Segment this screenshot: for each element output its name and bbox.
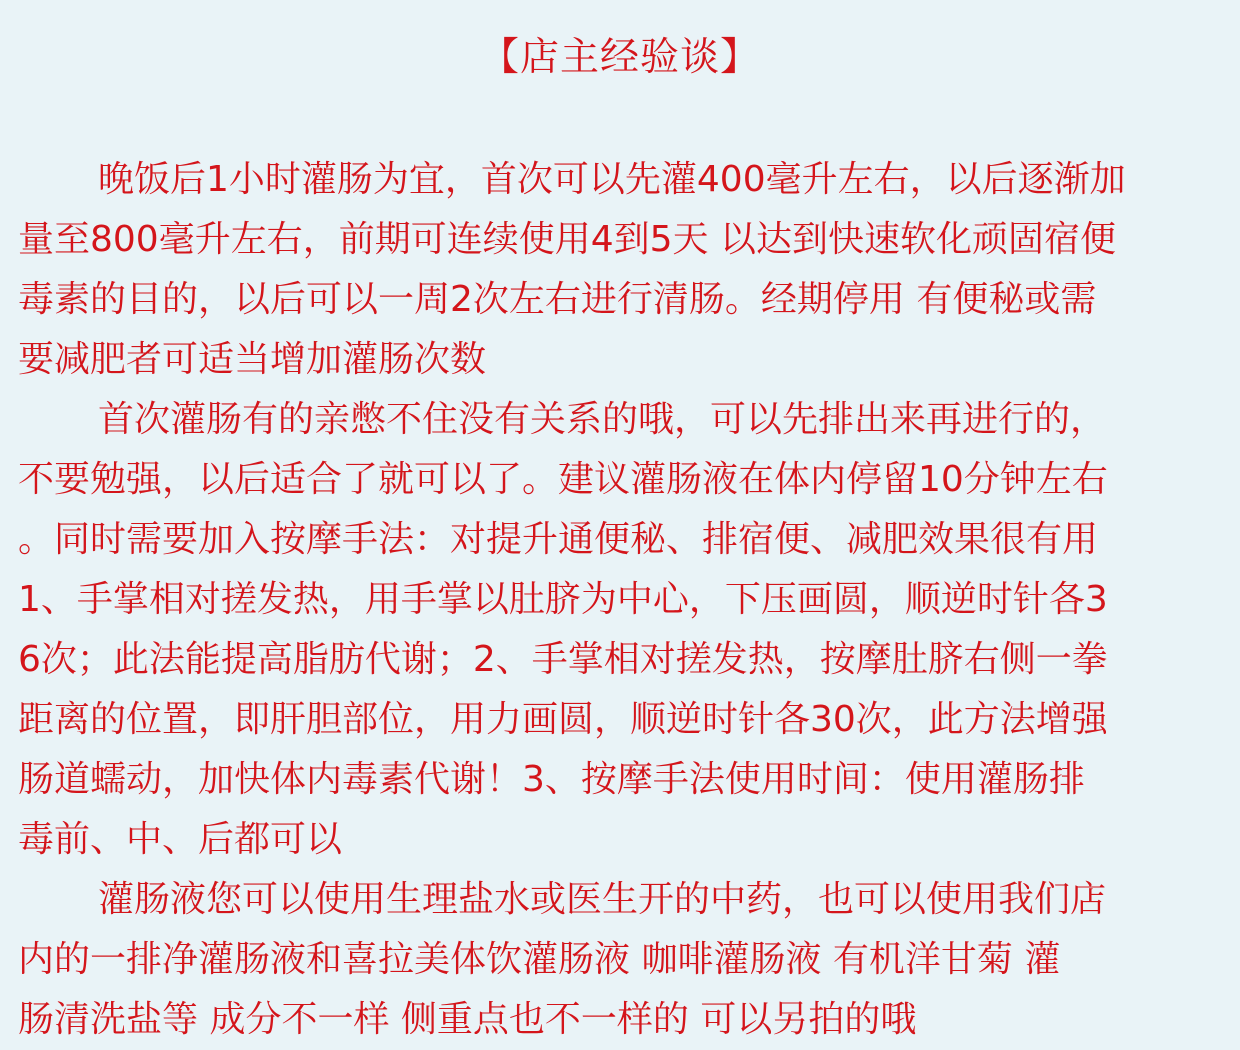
paragraph-1 [18, 150, 1226, 390]
text-line: 灌肠液您可以使用生理盐水或医生开的中药，也可以使用我们店 [98, 879, 1107, 920]
text-line: 毒前、中、后都可以 [18, 819, 343, 860]
text-line: 6次；此法能提高脂肪代谢；2、手掌相对搓发热，按摩肚脐右侧一拳 [18, 639, 1108, 680]
text-line: 内的一排净灌肠液和喜拉美体饮灌肠液 咖啡灌肠液 有机洋甘菊 灌 [18, 939, 1061, 980]
text-line: 距离的位置，即肝胆部位，用力画圆，顺逆时针各30次，此方法增强 [18, 699, 1108, 740]
page-title: 【店主经验谈】 [479, 35, 760, 80]
body-text [18, 150, 1226, 1050]
paragraph-3 [18, 870, 1226, 1050]
text-line: 不要勉强，以后适合了就可以了。建议灌肠液在体内停留10分钟左右 [18, 459, 1108, 500]
text-line: 肠清洗盐等 成分不一样 侧重点也不一样的 可以另拍的哦 [18, 999, 917, 1040]
text-line: 肠道蠕动，加快体内毒素代谢！3、按摩手法使用时间：使用灌肠排 [18, 759, 1085, 800]
text-line: 毒素的目的，以后可以一周2次左右进行清肠。经期停用 有便秘或需 [18, 279, 1097, 320]
text-line: 。同时需要加入按摩手法：对提升通便秘、排宿便、减肥效果很有用 [18, 519, 1099, 560]
text-line: 要减肥者可适当增加灌肠次数 [18, 339, 487, 380]
text-line: 首次灌肠有的亲憋不住没有关系的哦，可以先排出来再进行的， [98, 399, 1107, 440]
text-line: 1、手掌相对搓发热，用手掌以肚脐为中心，下压画圆，顺逆时针各3 [18, 579, 1108, 620]
text-line: 量至800毫升左右，前期可连续使用4到5天 以达到快速软化顽固宿便 [18, 219, 1116, 260]
paragraph-2 [18, 390, 1226, 870]
text-line: 晚饭后1小时灌肠为宜，首次可以先灌400毫升左右，以后逐渐加 [98, 159, 1126, 200]
